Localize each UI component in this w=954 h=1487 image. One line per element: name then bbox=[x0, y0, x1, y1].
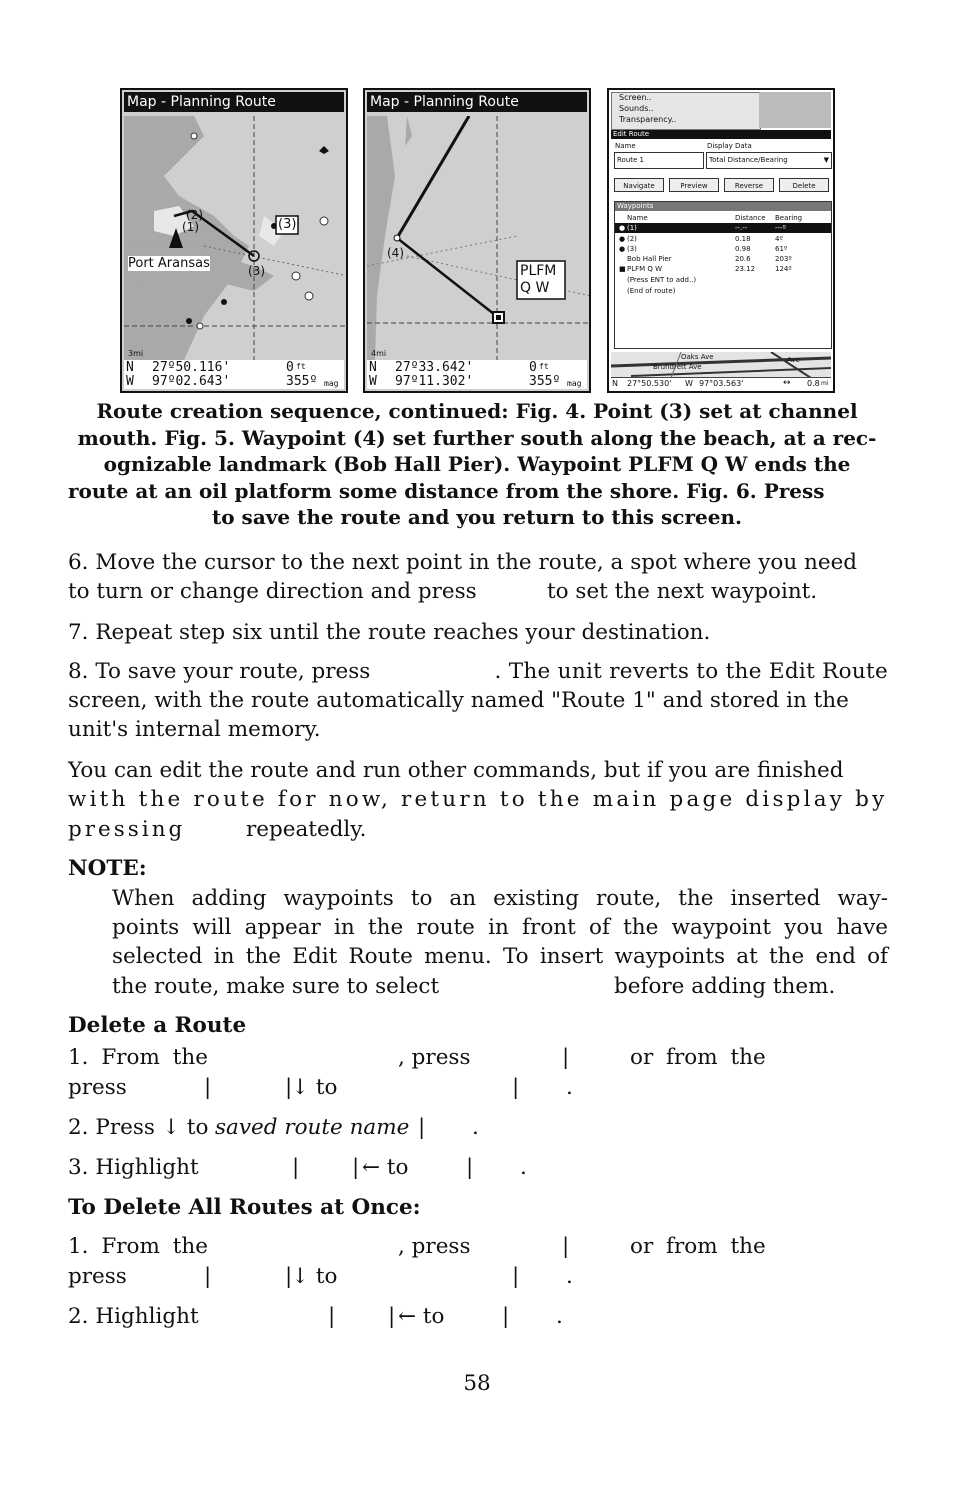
delete-step-3d: ← to bbox=[362, 1155, 409, 1180]
menu-item-sounds[interactable]: Sounds.. bbox=[619, 104, 654, 113]
figure-6-screen bbox=[607, 88, 835, 393]
delete-step-3b: | bbox=[292, 1155, 300, 1180]
waypoint-icon: ● bbox=[619, 235, 626, 243]
step-8-line-1b: . The unit reverts to the Edit Route bbox=[494, 659, 888, 684]
delete-step-3e: | bbox=[466, 1155, 474, 1180]
delete-all-step-1a: 1. From the bbox=[68, 1234, 208, 1259]
step-6-line-2a: to turn or change direction and press bbox=[68, 579, 477, 604]
delete-all-step-2e: | bbox=[502, 1304, 510, 1329]
lat-prefix: N bbox=[612, 379, 618, 388]
figure-5-map bbox=[367, 116, 587, 360]
row-bearing: 124º bbox=[775, 265, 792, 273]
latitude: 27º50.116' bbox=[152, 360, 231, 375]
figure-4-title: Map - Planning Route bbox=[124, 92, 344, 112]
row-bearing: 61º bbox=[775, 245, 788, 253]
row-distance: 0.98 bbox=[735, 245, 751, 253]
figure-4-map bbox=[124, 116, 344, 360]
reverse-button[interactable]: Reverse bbox=[724, 178, 774, 192]
delete-step-2c: saved route name bbox=[215, 1115, 410, 1140]
waypoints-header: Waypoints bbox=[617, 202, 654, 210]
delete-all-step-1g: | bbox=[285, 1264, 293, 1289]
delete-step-1a: 1. From the bbox=[68, 1045, 208, 1070]
row-highlight bbox=[615, 223, 831, 233]
menu-backdrop bbox=[759, 92, 831, 128]
name-label: Name bbox=[615, 142, 636, 150]
row-distance: 0.18 bbox=[735, 235, 751, 243]
waypoint-icon: ● bbox=[619, 224, 626, 232]
col-distance: Distance bbox=[735, 214, 766, 222]
preview-button[interactable]: Preview bbox=[669, 178, 719, 192]
delete-all-step-1b: , press bbox=[398, 1234, 471, 1259]
step-6-line-2b: to set the next waypoint. bbox=[547, 579, 818, 604]
delete-step-1c: | bbox=[562, 1045, 570, 1070]
row-bearing: 203º bbox=[775, 255, 792, 263]
street-oaks: Oaks Ave bbox=[681, 353, 714, 361]
delete-all-step-1c: | bbox=[562, 1234, 570, 1259]
delete-step-3f: . bbox=[520, 1155, 527, 1180]
table-row[interactable]: (1) bbox=[627, 224, 637, 232]
longitude: 97°03.563' bbox=[699, 379, 744, 388]
longitude: 97º02.643' bbox=[152, 374, 231, 389]
label-point-3-box: (3) bbox=[278, 217, 297, 232]
range-unit: mi bbox=[821, 380, 829, 387]
elevation-unit: ft bbox=[296, 362, 306, 371]
delete-step-1h: ↓ to bbox=[291, 1075, 338, 1100]
table-row[interactable]: Bob Hall Pier bbox=[627, 255, 672, 263]
note-line-4a: the route, make sure to select bbox=[112, 974, 440, 999]
heading-unit: mag bbox=[567, 379, 582, 388]
waypoint-icon: ● bbox=[619, 245, 626, 253]
note-line-3: selected in the Edit Route menu. To insert waypoints at the end of bbox=[112, 944, 888, 969]
display-data-select[interactable] bbox=[706, 152, 832, 169]
longitude: 97º11.302' bbox=[395, 374, 474, 389]
table-row[interactable]: PLFM Q W bbox=[627, 265, 663, 273]
figure-5-status-bar bbox=[367, 360, 587, 389]
delete-step-1j: . bbox=[566, 1075, 573, 1100]
label-point-3: (3) bbox=[248, 264, 265, 278]
route-name-value: Route 1 bbox=[617, 156, 644, 164]
range-icon: ↔ bbox=[783, 378, 791, 388]
figure-5-title: Map - Planning Route bbox=[367, 92, 587, 112]
col-bearing: Bearing bbox=[775, 214, 803, 222]
street-brundrett: Brundrett Ave bbox=[653, 363, 702, 371]
label-point-4: (4) bbox=[387, 246, 404, 260]
delete-button[interactable]: Delete bbox=[779, 178, 829, 192]
delete-all-step-1d: or from the bbox=[630, 1234, 766, 1259]
table-row[interactable]: (2) bbox=[627, 235, 637, 243]
display-data-value: Total Distance/Bearing bbox=[709, 156, 788, 164]
delete-route-heading: Delete a Route bbox=[68, 1013, 247, 1038]
figure-6-status-bar bbox=[611, 377, 831, 389]
step-6-line-1: 6. Move the cursor to the next point in the route, a spot where you need bbox=[68, 550, 858, 575]
delete-all-step-2c: | bbox=[388, 1304, 396, 1329]
step-8-line-1a: 8. To save your route, press bbox=[68, 659, 371, 684]
delete-all-step-2a: 2. Highlight bbox=[68, 1304, 199, 1329]
label-point-1: (1) bbox=[182, 220, 199, 234]
elevation-unit: ft bbox=[539, 362, 549, 371]
note-line-4b: before adding them. bbox=[614, 974, 836, 999]
platform-icon: ■ bbox=[619, 265, 626, 273]
label-port-aransas: Port Aransas bbox=[128, 256, 210, 271]
caption-line: Route creation sequence, continued: Fig. 4. Point (3) set at channel bbox=[96, 399, 858, 423]
note-heading: NOTE: bbox=[68, 856, 147, 881]
table-row[interactable]: (End of route) bbox=[627, 287, 676, 295]
row-distance: 23.12 bbox=[735, 265, 756, 273]
label-point-2: (2) bbox=[186, 208, 203, 222]
note-line-1: When adding waypoints to an existing route, the inserted way- bbox=[112, 886, 888, 911]
lat-prefix: N bbox=[369, 360, 377, 375]
display-data-label: Display Data bbox=[707, 142, 752, 150]
heading-unit: mag bbox=[324, 379, 339, 388]
delete-step-1e: press bbox=[68, 1075, 127, 1100]
col-name: Name bbox=[627, 214, 648, 222]
range-value: 0.8 bbox=[807, 379, 820, 388]
latitude: 27º33.642' bbox=[395, 360, 474, 375]
delete-step-3a: 3. Highlight bbox=[68, 1155, 199, 1180]
lon-prefix: W bbox=[685, 379, 693, 388]
latitude: 27°50.530' bbox=[627, 379, 672, 388]
lon-prefix: W bbox=[369, 374, 377, 389]
menu-item-screen[interactable]: Screen.. bbox=[619, 93, 652, 102]
delete-all-step-2d: ← to bbox=[398, 1304, 445, 1329]
edit-para-line-2: with the route for now, return to the main page display by bbox=[68, 787, 888, 812]
caption-line: mouth. Fig. 5. Waypoint (4) set further south along the beach, at a rec- bbox=[77, 425, 877, 450]
figure-5-map-drawing bbox=[367, 116, 591, 360]
elevation: 0 bbox=[529, 360, 537, 375]
delete-all-step-1e: press bbox=[68, 1264, 127, 1289]
step-8-line-3: unit's internal memory. bbox=[68, 717, 321, 742]
delete-step-1i: | bbox=[512, 1075, 520, 1100]
figure-5-screen bbox=[363, 88, 591, 393]
page-number: 58 bbox=[463, 1371, 491, 1396]
delete-step-1f: | bbox=[204, 1075, 212, 1100]
row-bearing: ---º bbox=[775, 224, 786, 232]
delete-step-3c: | bbox=[352, 1155, 360, 1180]
lat-prefix: N bbox=[126, 360, 134, 375]
delete-step-1g: | bbox=[285, 1075, 293, 1100]
waypoints-list bbox=[614, 201, 832, 349]
table-row[interactable]: (3) bbox=[627, 245, 637, 253]
row-distance: 20.6 bbox=[735, 255, 751, 263]
row-bearing: 4º bbox=[775, 235, 783, 243]
caption-line: route at an oil platform some distance from the shore. Fig. 6. Press bbox=[68, 478, 825, 503]
street-ave: Ave bbox=[787, 356, 800, 364]
caption-line: to save the route and you return to this screen. bbox=[212, 505, 742, 529]
route-name-field[interactable] bbox=[614, 152, 704, 169]
delete-all-step-1i: | bbox=[512, 1264, 520, 1289]
navigate-button[interactable]: Navigate bbox=[614, 178, 664, 192]
delete-all-step-1f: | bbox=[204, 1264, 212, 1289]
figure-4-map-drawing bbox=[124, 116, 348, 360]
delete-step-2e: . bbox=[472, 1115, 479, 1140]
figure-caption bbox=[62, 398, 892, 531]
edit-para-line-3a: pressing bbox=[68, 817, 186, 842]
map-scale: 4mi bbox=[371, 349, 387, 358]
delete-step-1b: , press bbox=[398, 1045, 471, 1070]
elevation: 0 bbox=[286, 360, 294, 375]
map-scale: 3mi bbox=[128, 349, 144, 358]
row-distance: --.-- bbox=[735, 224, 748, 232]
edit-route-title: Edit Route bbox=[611, 130, 831, 139]
delete-step-2d: | bbox=[418, 1115, 426, 1140]
edit-para-line-3b: repeatedly. bbox=[246, 817, 367, 842]
label-plfm-line1: PLFM bbox=[520, 263, 557, 279]
delete-step-2a: 2. Press bbox=[68, 1115, 155, 1140]
delete-all-step-2f: . bbox=[556, 1304, 563, 1329]
delete-all-heading: To Delete All Routes at Once: bbox=[68, 1195, 421, 1220]
figure-4-status-bar bbox=[124, 360, 344, 389]
note-line-2: points will appear in the route in front of the waypoint you have bbox=[112, 915, 888, 940]
delete-all-step-1h: ↓ to bbox=[291, 1264, 338, 1289]
mini-map bbox=[611, 352, 831, 378]
heading: 355º bbox=[529, 374, 561, 389]
chevron-down-icon: ▼ bbox=[823, 156, 829, 164]
delete-step-2b: ↓ to bbox=[162, 1115, 209, 1140]
figure-4-screen bbox=[120, 88, 348, 393]
menu-item-transparency[interactable]: Transparency.. bbox=[619, 115, 677, 124]
heading: 355º bbox=[286, 374, 318, 389]
edit-para-line-1: You can edit the route and run other commands, but if you are finished bbox=[68, 758, 844, 783]
step-8-line-2: screen, with the route automatically named "Route 1" and stored in the bbox=[68, 688, 849, 713]
table-row[interactable]: (Press ENT to add..) bbox=[627, 276, 697, 284]
caption-line: ognizable landmark (Bob Hall Pier). Waypoint PLFM Q W ends the bbox=[103, 452, 851, 476]
delete-all-step-1j: . bbox=[566, 1264, 573, 1289]
delete-step-1d: or from the bbox=[630, 1045, 766, 1070]
lon-prefix: W bbox=[126, 374, 134, 389]
label-plfm-line2: Q W bbox=[520, 280, 550, 296]
delete-all-step-2b: | bbox=[328, 1304, 336, 1329]
step-7: 7. Repeat step six until the route reaches your destination. bbox=[68, 620, 711, 645]
